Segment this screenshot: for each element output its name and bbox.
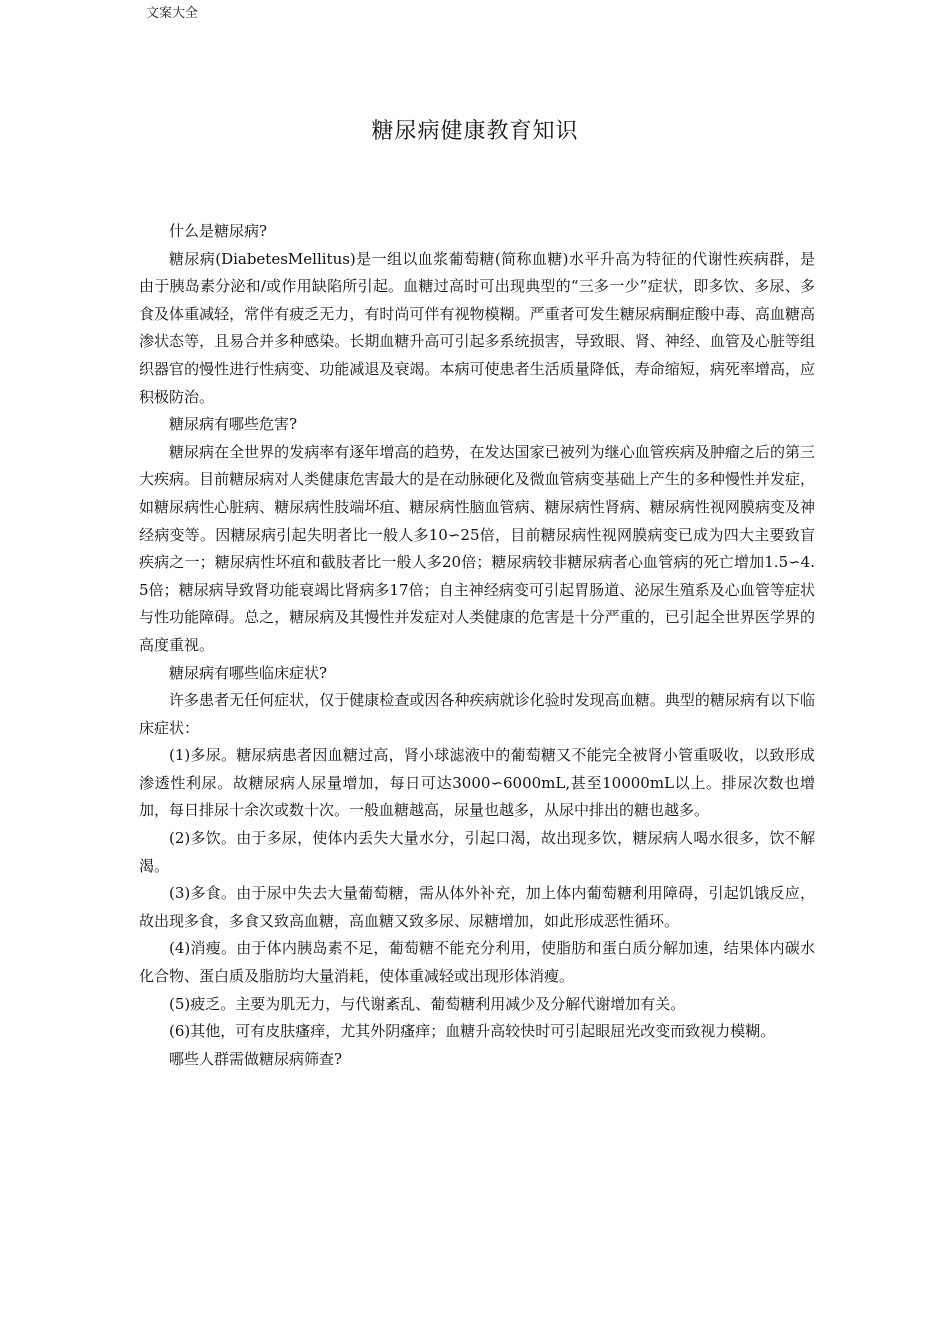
section-heading-what-is-diabetes: 什么是糖尿病? — [169, 222, 268, 240]
paragraph-definition: 糖尿病(DiabetesMellitus)是一组以血浆葡萄糖(简称血糖)水平升高为特征的代谢性疾病群，是由于胰岛素分泌和/或作用缺陷所引起。血糖过高时可出现典型的“三多一少”症状，即多饮、多尿、多食及体重减轻，常伴有疲乏无力，有时尚可伴有视物模糊。严重者可发生糖尿病酮症酸中毒、高血糖高渗状态等，且易合并多种感染。长期血糖升高可引起多系统损害，导致眼、肾、神经、血管及心脏等组织器官的慢性进行性病变、功能减退及衰竭。本病可使患者生活质量降低，寿命缩短，病死率增高，应积极防治。 — [139, 249, 815, 406]
paragraph-harms: 糖尿病在全世界的发病率有逐年增高的趋势，在发达国家已被列为继心血管疾病及肿瘤之后的第三大疾病。目前糖尿病对人类健康危害最大的是在动脉硬化及微血管病变基础上产生的多种慢性并发症，如糖尿病性心脏病、糖尿病性肢端坏疽、糖尿病性脑血管病、糖尿病性肾病、糖尿病性视网膜病变及神经病变等。因糖尿病引起失明者比一般人多10∽25倍，目前糖尿病性视网膜病变已成为四大主要致盲疾病之一；糖尿病性坏疽和截肢者比一般人多20倍；糖尿病较非糖尿病者心血管病的死亡增加1.5∽4.5倍；糖尿病导致肾功能衰竭比肾病多17倍；自主神经病变可引起胃肠道、泌尿生殖系及心血管等症状与性功能障碍。总之，糖尿病及其慢性并发症对人类健康的危害是十分严重的，已引起全世界医学界的高度重视。 — [139, 442, 815, 654]
document-title: 糖尿病健康教育知识 — [371, 119, 579, 144]
page-header: 文案大全 — [146, 6, 199, 21]
symptom-item-polyphagia: (3)多食。由于尿中失去大量葡萄糖，需从体外补充，加上体内葡萄糖利用障碍，引起饥饿反应，故出现多食，多食又致高血糖，高血糖又致多尿、尿糖增加，如此形成恶性循环。 — [139, 884, 815, 930]
symptom-item-polydipsia: (2)多饮。由于多尿，使体内丢失大量水分，引起口渴，故出现多饮，糖尿病人喝水很多，饮不解渴。 — [139, 829, 815, 875]
document-body — [139, 218, 815, 1073]
section-heading-symptoms: 糖尿病有哪些临床症状? — [169, 663, 328, 682]
symptom-item-polyuria: (1)多尿。糖尿病患者因血糖过高，肾小球滤液中的葡萄糖又不能完全被肾小管重吸收，以致形成渗透性利尿。故糖尿病人尿量增加，每日可达3000∽6000mL,甚至10000mL以上。排尿次数也增加，每日排尿十余次或数十次。一般血糖越高，尿量也越多，从尿中排出的糖也越多。 — [139, 746, 815, 820]
paragraph-symptoms-intro: 许多患者无任何症状，仅于健康检查或因各种疾病就诊化验时发现高血糖。典型的糖尿病有以下临床症状： — [139, 691, 815, 737]
symptom-item-weight-loss: (4)消瘦。由于体内胰岛素不足，葡萄糖不能充分利用，使脂肪和蛋白质分解加速，结果体内碳水化合物、蛋白质及脂肪均大量消耗，使体重减轻或出现形体消瘦。 — [139, 939, 815, 986]
section-heading-screening: 哪些人群需做糖尿病筛查? — [169, 1049, 343, 1068]
symptom-item-other: (6)其他，可有皮肤瘙痒，尤其外阴瘙痒；血糖升高较快时可引起眼屈光改变而致视力模糊。 — [169, 1022, 776, 1041]
section-heading-harms: 糖尿病有哪些危害? — [169, 415, 298, 434]
symptom-item-fatigue: (5)疲乏。主要为肌无力，与代谢紊乱、葡萄糖利用减少及分解代谢增加有关。 — [169, 994, 686, 1013]
